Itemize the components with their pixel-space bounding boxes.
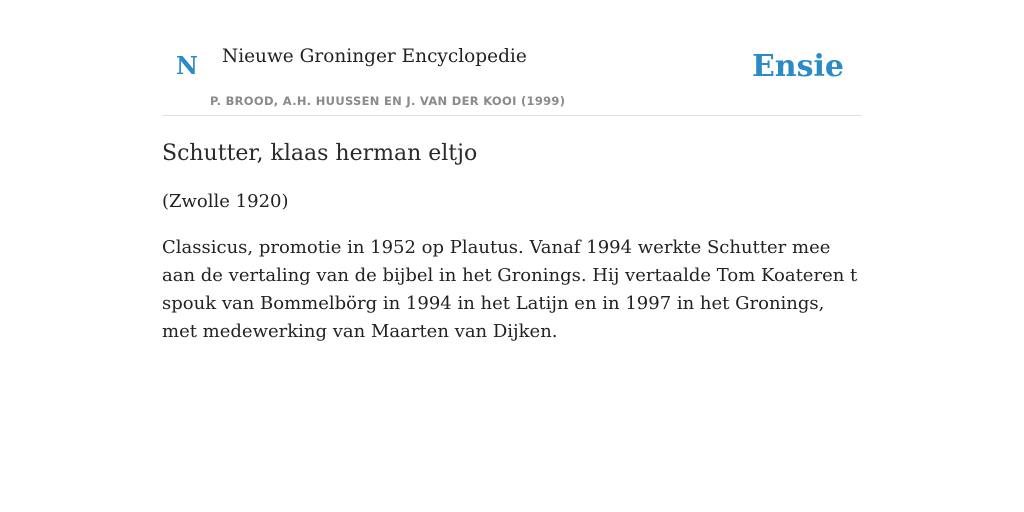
source-header <box>162 0 862 116</box>
encyclopedia-title-link[interactable]: Nieuwe Groninger Encyclopedie <box>222 46 527 67</box>
entry-description: Classicus, promotie in 1952 op Plautus. Vanaf 1994 werkte Schutter mee aan de vertaling van de bijbel in het Gronings. Hij vertaalde Tom Koateren t spouk van Bommelbörg in 1994 in het Latijn en in 1997 in het Gronings, met medewerking van Maarten van Dijken. <box>162 237 858 342</box>
entry-birth-info: (Zwolle 1920) <box>162 191 289 212</box>
ensie-logo-link[interactable]: Ensie <box>751 49 844 84</box>
encyclopedia-logo[interactable]: N <box>176 51 198 80</box>
encyclopedia-authors: P. BROOD, A.H. HUUSSEN EN J. VAN DER KOOI (1999) <box>210 94 566 108</box>
entry-content <box>162 138 862 346</box>
entry-title: Schutter, klaas herman eltjo <box>162 141 478 166</box>
